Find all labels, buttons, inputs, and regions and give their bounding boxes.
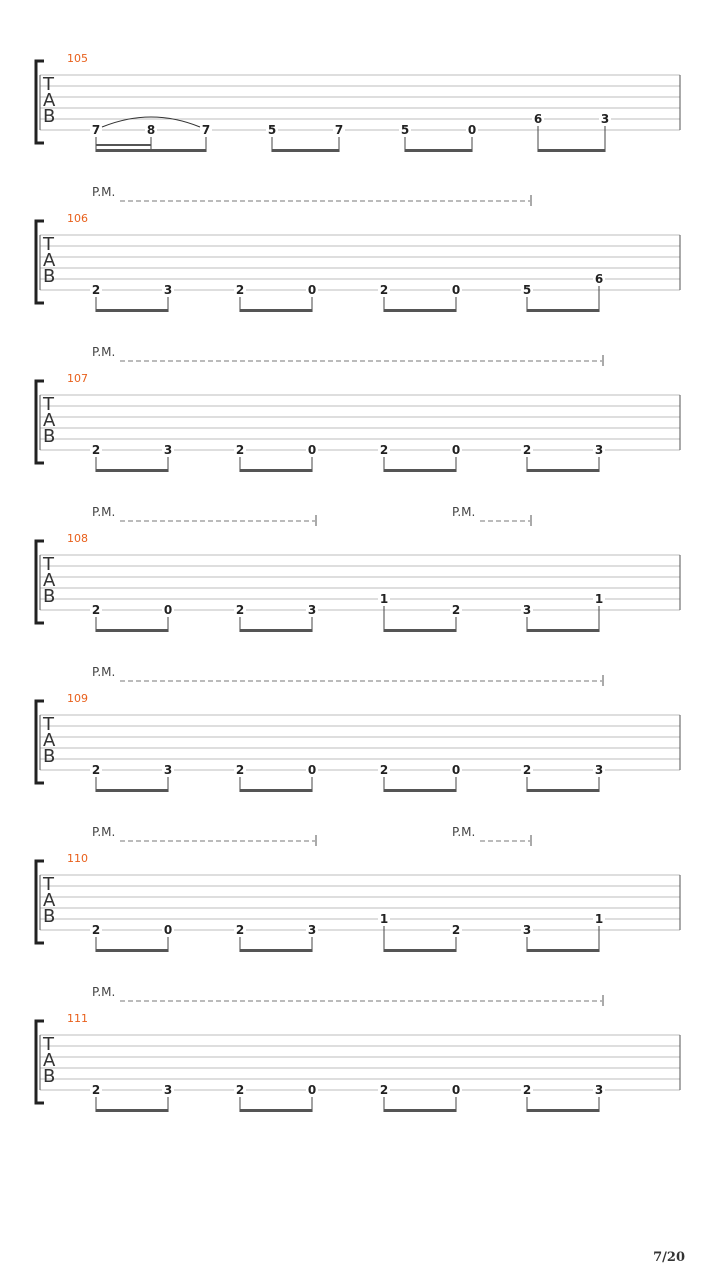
fret-number: 2 <box>379 763 389 777</box>
beam <box>96 789 168 792</box>
fret-number: 8 <box>146 123 156 137</box>
fret-number: 6 <box>594 272 604 286</box>
measure-number: 106 <box>67 212 88 225</box>
fret-number: 0 <box>307 283 317 297</box>
fret-number: 6 <box>533 112 543 126</box>
fret-number: 0 <box>467 123 477 137</box>
tab-clef-letter: B <box>43 906 56 927</box>
beam <box>96 1109 168 1112</box>
fret-number: 2 <box>235 923 245 937</box>
beam <box>384 1109 456 1112</box>
palm-mute-label: P.M. <box>452 505 476 519</box>
tab-clef-letter: T <box>43 714 54 735</box>
beam <box>384 949 456 952</box>
tab-clef-letter: B <box>43 106 56 127</box>
tab-clef-letter: B <box>43 586 56 607</box>
fret-number: 0 <box>163 603 173 617</box>
tab-clef-letter: T <box>43 874 54 895</box>
tab-system-111 <box>0 985 720 1165</box>
measure-number: 105 <box>67 52 88 65</box>
measure-number: 107 <box>67 372 88 385</box>
fret-number: 0 <box>163 923 173 937</box>
tab-system-svg <box>0 185 720 365</box>
beam <box>96 629 168 632</box>
fret-number: 5 <box>400 123 410 137</box>
fret-number: 3 <box>163 763 173 777</box>
fret-number: 3 <box>307 923 317 937</box>
beam <box>527 469 599 472</box>
tab-clef-letter: A <box>43 1050 56 1071</box>
beam <box>527 309 599 312</box>
beam <box>384 789 456 792</box>
tab-clef-letter: A <box>43 890 56 911</box>
fret-number: 2 <box>91 283 101 297</box>
fret-number: 7 <box>334 123 344 137</box>
palm-mute-label: P.M. <box>92 505 116 519</box>
fret-number: 5 <box>522 283 532 297</box>
beam <box>96 469 168 472</box>
fret-number: 0 <box>307 443 317 457</box>
fret-number: 2 <box>522 443 532 457</box>
beam <box>405 149 472 152</box>
tab-system-svg <box>0 825 720 1005</box>
tab-clef-letter: T <box>43 394 54 415</box>
fret-number: 2 <box>91 923 101 937</box>
fret-number: 2 <box>522 763 532 777</box>
palm-mute-label: P.M. <box>92 345 116 359</box>
fret-number: 3 <box>163 283 173 297</box>
tab-clef-letter: A <box>43 570 56 591</box>
beam <box>240 1109 312 1112</box>
fret-number: 3 <box>307 603 317 617</box>
tab-system-108 <box>0 505 720 685</box>
beam <box>384 469 456 472</box>
fret-number: 2 <box>235 1083 245 1097</box>
beam <box>96 309 168 312</box>
fret-number: 0 <box>451 443 461 457</box>
beam <box>527 789 599 792</box>
fret-number: 1 <box>379 912 389 926</box>
fret-number: 0 <box>307 763 317 777</box>
fret-number: 3 <box>600 112 610 126</box>
fret-number: 7 <box>201 123 211 137</box>
tab-system-svg <box>0 345 720 525</box>
fret-number: 0 <box>307 1083 317 1097</box>
measure-number: 110 <box>67 852 88 865</box>
palm-mute-label: P.M. <box>92 985 116 999</box>
measure-number: 109 <box>67 692 88 705</box>
fret-number: 2 <box>235 443 245 457</box>
fret-number: 3 <box>522 923 532 937</box>
tab-clef-letter: T <box>43 234 54 255</box>
fret-number: 1 <box>594 912 604 926</box>
fret-number: 5 <box>267 123 277 137</box>
fret-number: 1 <box>379 592 389 606</box>
tab-system-svg <box>0 665 720 845</box>
tab-system-109 <box>0 665 720 845</box>
tab-system-105 <box>0 45 720 205</box>
fret-number: 7 <box>91 123 101 137</box>
palm-mute-label: P.M. <box>452 825 476 839</box>
fret-number: 0 <box>451 283 461 297</box>
tab-clef-letter: T <box>43 1034 54 1055</box>
beam <box>527 949 599 952</box>
tab-clef-letter: A <box>43 410 56 431</box>
tab-clef-letter: T <box>43 554 54 575</box>
fret-number: 2 <box>235 283 245 297</box>
tab-system-svg <box>0 505 720 685</box>
fret-number: 2 <box>379 443 389 457</box>
fret-number: 3 <box>594 1083 604 1097</box>
fret-number: 2 <box>451 603 461 617</box>
palm-mute-label: P.M. <box>92 185 116 199</box>
fret-number: 2 <box>235 763 245 777</box>
fret-number: 2 <box>235 603 245 617</box>
page-number: 7/20 <box>653 1250 685 1265</box>
tab-clef-letter: B <box>43 266 56 287</box>
fret-number: 2 <box>522 1083 532 1097</box>
tab-clef-letter: B <box>43 426 56 447</box>
fret-number: 2 <box>451 923 461 937</box>
tab-system-106 <box>0 185 720 365</box>
beam <box>240 949 312 952</box>
fret-number: 0 <box>451 763 461 777</box>
fret-number: 3 <box>522 603 532 617</box>
tab-system-110 <box>0 825 720 1005</box>
beam <box>384 309 456 312</box>
fret-number: 2 <box>379 1083 389 1097</box>
secondary-beam <box>96 144 151 146</box>
palm-mute-label: P.M. <box>92 825 116 839</box>
fret-number: 2 <box>91 1083 101 1097</box>
fret-number: 1 <box>594 592 604 606</box>
fret-number: 2 <box>91 443 101 457</box>
beam <box>240 789 312 792</box>
tab-clef-letter: B <box>43 1066 56 1087</box>
fret-number: 3 <box>594 443 604 457</box>
measure-number: 111 <box>67 1012 88 1025</box>
beam <box>538 149 605 152</box>
tab-clef-letter: A <box>43 90 56 111</box>
measure-number: 108 <box>67 532 88 545</box>
beam <box>384 629 456 632</box>
tab-clef-letter: B <box>43 746 56 767</box>
fret-number: 3 <box>163 1083 173 1097</box>
fret-number: 2 <box>91 603 101 617</box>
beam <box>527 1109 599 1112</box>
beam <box>96 949 168 952</box>
fret-number: 3 <box>594 763 604 777</box>
beam <box>240 309 312 312</box>
tab-clef-letter: T <box>43 74 54 95</box>
fret-number: 2 <box>379 283 389 297</box>
fret-number: 0 <box>451 1083 461 1097</box>
tab-system-svg <box>0 985 720 1165</box>
tab-system-107 <box>0 345 720 525</box>
beam <box>272 149 339 152</box>
beam <box>240 629 312 632</box>
fret-number: 2 <box>91 763 101 777</box>
fret-number: 3 <box>163 443 173 457</box>
beam <box>240 469 312 472</box>
tab-clef-letter: A <box>43 730 56 751</box>
beam <box>527 629 599 632</box>
palm-mute-label: P.M. <box>92 665 116 679</box>
tab-clef-letter: A <box>43 250 56 271</box>
beam <box>96 149 206 152</box>
tab-system-svg <box>0 45 720 205</box>
